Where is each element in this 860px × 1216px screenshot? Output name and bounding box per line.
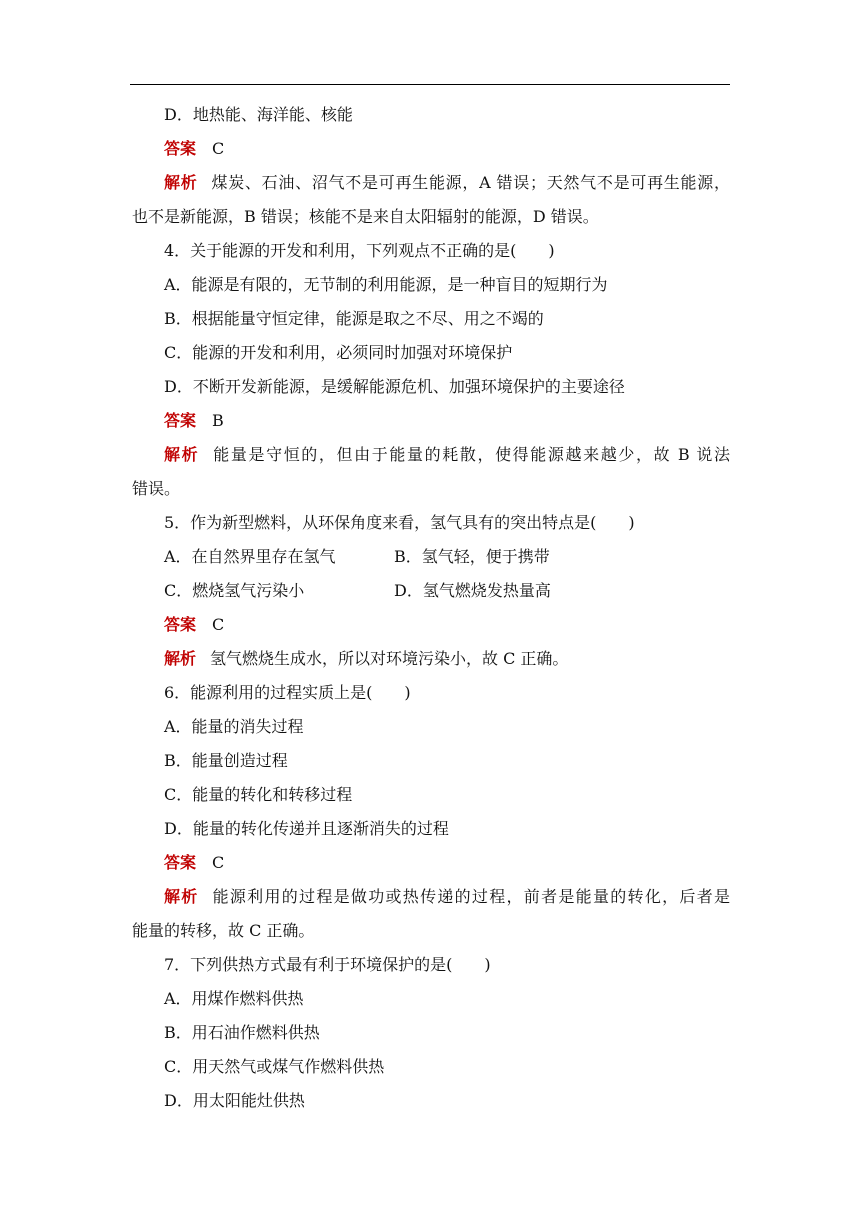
q6-answer bbox=[132, 846, 730, 880]
q6-analysis-line2: 能量的转移，故 C 正确。 bbox=[132, 921, 315, 940]
analysis-text: 煤炭、石油、沼气不是可再生能源，A 错误；天然气不是可再生能源， bbox=[211, 173, 730, 192]
q5-analysis bbox=[132, 642, 730, 676]
q7-option-c: C．用天然气或煤气作燃料供热 bbox=[164, 1057, 385, 1076]
q3-analysis-line2: 也不是新能源，B 错误；核能不是来自太阳辐射的能源，D 错误。 bbox=[132, 207, 599, 226]
answer-label: 答案 bbox=[164, 139, 197, 158]
analysis-text: 氢气燃烧生成水，所以对环境污染小，故 C 正确。 bbox=[210, 649, 569, 668]
q4-option-c: C．能源的开发和利用，必须同时加强对环境保护 bbox=[164, 343, 513, 362]
answer-label: 答案 bbox=[164, 615, 197, 634]
q6-option-d: D．能量的转化传递并且逐渐消失的过程 bbox=[164, 819, 449, 838]
analysis-label: 解析 bbox=[164, 887, 199, 906]
header-rule bbox=[130, 84, 730, 85]
q7-option-d: D．用太阳能灶供热 bbox=[164, 1091, 305, 1110]
page-content bbox=[132, 98, 730, 1118]
answer-value: B bbox=[212, 411, 224, 430]
q6-option-a: A．能量的消失过程 bbox=[164, 717, 304, 736]
q4-analysis-line1 bbox=[132, 438, 730, 472]
q5-option-d: D．氢气燃烧发热量高 bbox=[394, 581, 551, 600]
q6-option-b: B．能量创造过程 bbox=[164, 751, 288, 770]
q3-option-d: D．地热能、海洋能、核能 bbox=[164, 105, 353, 124]
answer-label: 答案 bbox=[164, 853, 197, 872]
q5-answer bbox=[132, 608, 730, 642]
q5-option-a: A．在自然界里存在氢气 bbox=[164, 547, 336, 566]
q5-options-row2 bbox=[132, 574, 730, 608]
analysis-label: 解析 bbox=[164, 173, 198, 192]
q3-answer bbox=[132, 132, 730, 166]
q5-option-c: C．燃烧氢气污染小 bbox=[164, 581, 305, 600]
q6-option-c: C．能量的转化和转移过程 bbox=[164, 785, 353, 804]
answer-value: C bbox=[212, 139, 225, 158]
q4-analysis-line2: 错误。 bbox=[132, 479, 181, 498]
q7-option-a: A．用煤作燃料供热 bbox=[164, 989, 304, 1008]
analysis-text: 能量是守恒的，但由于能量的耗散，使得能源越来越少，故 B 说法 bbox=[213, 445, 730, 464]
q4-option-d: D．不断开发新能源，是缓解能源危机、加强环境保护的主要途径 bbox=[164, 377, 625, 396]
q4-answer bbox=[132, 404, 730, 438]
analysis-label: 解析 bbox=[164, 445, 200, 464]
answer-label: 答案 bbox=[164, 411, 197, 430]
q7-stem: 7．下列供热方式最有利于环境保护的是( ) bbox=[164, 955, 491, 974]
q6-stem: 6．能源利用的过程实质上是( ) bbox=[164, 683, 411, 702]
answer-value: C bbox=[212, 615, 225, 634]
answer-value: C bbox=[212, 853, 225, 872]
q3-analysis-line1 bbox=[132, 166, 730, 200]
analysis-label: 解析 bbox=[164, 649, 197, 668]
q6-analysis-line1 bbox=[132, 880, 730, 914]
q5-stem: 5．作为新型燃料，从环保角度来看，氢气具有的突出特点是( ) bbox=[164, 513, 635, 532]
q4-stem: 4．关于能源的开发和利用，下列观点不正确的是( ) bbox=[164, 241, 555, 260]
q5-options-row1 bbox=[132, 540, 730, 574]
q7-option-b: B．用石油作燃料供热 bbox=[164, 1023, 320, 1042]
q4-option-b: B．根据能量守恒定律，能源是取之不尽、用之不竭的 bbox=[164, 309, 544, 328]
q4-option-a: A．能源是有限的，无节制的利用能源，是一种盲目的短期行为 bbox=[164, 275, 608, 294]
analysis-text: 能源利用的过程是做功或热传递的过程，前者是能量的转化，后者是 bbox=[212, 887, 730, 906]
q5-option-b: B．氢气轻，便于携带 bbox=[394, 547, 550, 566]
